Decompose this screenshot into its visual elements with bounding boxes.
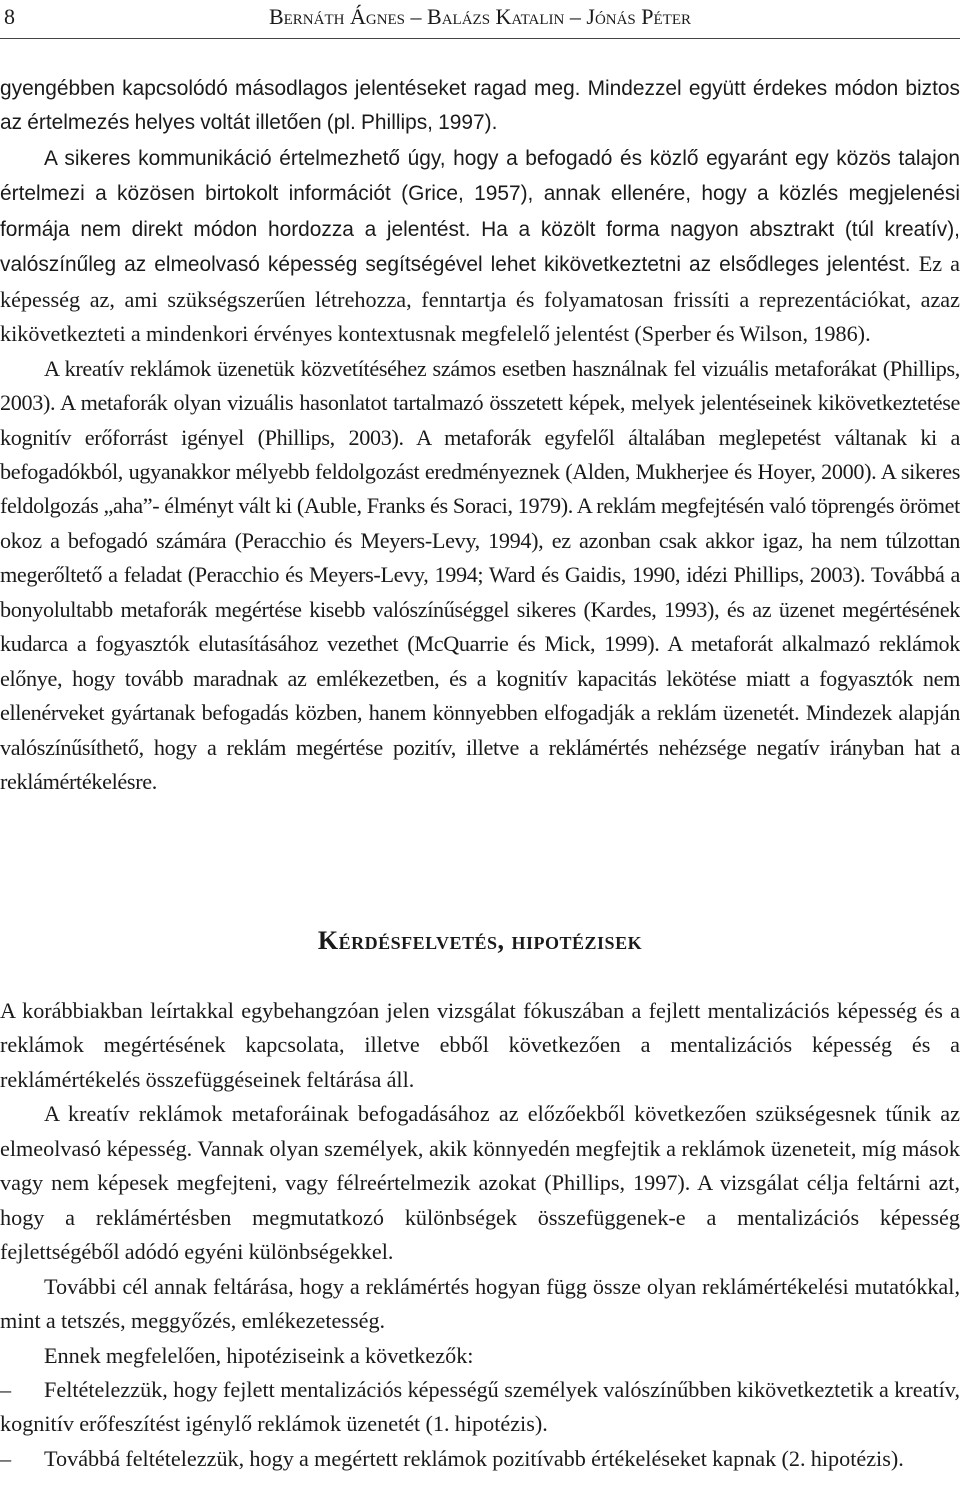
paragraph-communication-serif: Ez a képesség az, ami szükségszerűen létrehozza, fenntartja és folyamatosan frissíti a reprezentációkat, azaz kikövetkezteti a mindenkori érvényes kontextusnak megfelelő jelentést (Sperber és Wilson, 1986). — [0, 251, 960, 347]
running-head-authors: Bernáth Ágnes – Balázs Katalin – Jónás Péter — [268, 4, 692, 29]
page-number: 8 — [4, 4, 15, 29]
hypothesis-2-text: Továbbá feltételezzük, hogy a megértett reklámok pozitívabb értékeléseket kapnak (2. hipotézis). — [44, 1445, 904, 1471]
paragraph-communication-sans: A sikeres kommunikáció értelmezhető úgy, hogy a befogadó és közlő egyaránt egy közös talajon értelmezi a közösen birtokolt információt (Grice, 1957), annak ellenére, hogy a közlés megjelenési formája nem direkt módon hordozza a jelentést. Ha a közölt forma nagyon absztrakt (túl kreatív), valószínűleg az elmeolvasó képesség segítségével lehet kikövetkeztetni az elsődleges jelentést. — [0, 146, 960, 277]
list-dash: – — [0, 1445, 12, 1471]
list-dash: – — [0, 1376, 12, 1402]
hypothesis-1 — [0, 1373, 960, 1442]
paragraph-metaphors — [0, 352, 960, 800]
page-header — [0, 0, 960, 40]
paragraph-metaphors-lead: A kreatív reklámok üzenetük közvetítéséhez számos esetben használnak fel vizuális metaforákat (Phillips, 2003). — [0, 355, 960, 416]
paragraph-metaphors-body: A metaforák olyan vizuális hasonlatot tartalmazó összetett képek, melyek jelentéseinek kikövetkeztetése kognitív erőforrást igényel (Phillips, 2003). A metaforák egyfelől általában meglepetést váltanak ki a befogadókból, ugyanakkor mélyebb feldolgozást eredményeznek (Alden, Mukherjee és Hoyer, 2000). A sikeres feldolgozás „aha”- élményt vált ki (Auble, Franks és Soraci, 1979). A reklám megfejtésén való töprengés örömet okoz a befogadó számára (Peracchio és Meyers-Levy, 1994), ez azonban csak akkor igaz, ha nem túlzottan megerőltető a feladat (Peracchio és Meyers-Levy, 1994; Ward és Gaidis, 1990, idézi Phillips, 2003). Továbbá a bonyolultabb metaforák megértése kisebb valószínűséggel sikeres (Kardes, 1993), és az üzenet megértésének kudarca a fogyasztók elutasításához vezethet (McQuarrie és Mick, 1999). A metaforát alkalmazó reklámok előnye, hogy tovább maradnak az emlékezetben, és a kognitív kapacitás lekötése miatt a fogyasztók nem ellenérveket gyártanak befogadás közben, hanem könnyebben elfogadják a reklám üzenetét. — [0, 390, 960, 726]
paragraph-metaphors-conclusion: Mindezek alapján valószínűsíthető, hogy a reklám megértése pozitív, illetve a reklámértés nehézsége negatív irányban hat a reklámértékelésre. — [0, 700, 960, 795]
paragraph-focus: A korábbiakban leírtakkal egybehangzóan jelen vizsgálat fókuszában a fejlett mentalizációs képesség és a reklámok megértésének kapcsolata, illetve ebből következően a mentalizációs képesség és a reklámértékelés összefüggéseinek feltárása áll. — [0, 998, 960, 1092]
section-body-2 — [0, 994, 960, 1476]
paragraph-creative-ads: A kreatív reklámok metaforáinak befogadásához az előzőekből következően szükségesnek tűnik az elmeolvasó képesség. Vannak olyan személyek, akik könnyedén megfejtik a reklámok üzeneteit, míg mások vagy nem képesek megfejteni, vagy félreértelmezik azokat (Phillips, 1997). A vizsgálat célja feltárni azt, hogy a reklámértésben megmutatkozó különbségek összefüggenek-e a mentalizációs képesség fejlettségéből adódó egyéni különbségekkel. — [0, 1101, 960, 1265]
section-heading: Kérdésfelvetés, hipotézisek — [317, 926, 643, 955]
paragraph-continuation: gyengébben kapcsolódó másodlagos jelentéseket ragad meg. Mindezzel együtt érdekes módon biztos az értelmezés helyes voltát illetően (pl. Phillips, 1997). — [0, 77, 960, 135]
paragraph-further-aim: További cél annak feltárása, hogy a reklámértés hogyan függ össze olyan reklámértékelési mutatókkal, mint a tetszés, meggyőzés, emlékezetesség. — [0, 1273, 960, 1334]
paragraph-hypotheses-intro: Ennek megfelelően, hipotéziseink a következők: — [44, 1342, 474, 1368]
header-rule — [0, 38, 960, 39]
hypothesis-1-text: Feltételezzük, hogy fejlett mentalizációs képességű személyek valószínűbben kikövetkeztetik a kreatív, kognitív erőfeszítést igénylő reklámok üzenetét (1. hipotézis). — [0, 1376, 960, 1437]
paragraph-communication — [0, 141, 960, 352]
hypothesis-2 — [0, 1442, 960, 1476]
section-body-1 — [0, 72, 960, 800]
